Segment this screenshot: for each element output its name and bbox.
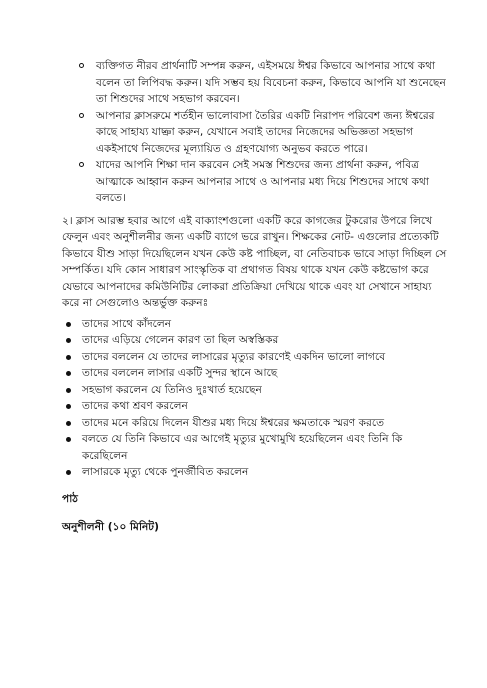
prayer-item-1 [76,58,447,108]
bullet-icon [66,388,71,393]
phrase-text: তাদের কথা শ্রবণ করলেন [82,400,188,412]
phrase-item [62,316,447,333]
bullet-icon [66,355,71,360]
prayer-list [76,58,447,207]
phrase-item [62,398,447,415]
phrase-item [62,349,447,366]
phrase-text: তাদের বললেন লাসার একটি সুন্দর স্থানে আছে [82,367,278,379]
subsection-heading: অনুশীলনী (১০ মিনিট) [62,521,159,533]
bullet-icon [66,470,71,475]
phrase-item [62,464,447,481]
phrase-text: তাদের বললেন যে তাদের লাসারের মৃত্যুর কারণেই একদিন ভালো লাগবে [82,350,386,363]
phrase-text: লাসারকে মৃত্যু থেকে পুনর্জীবিত করলেন [82,466,249,478]
phrase-item [62,431,447,464]
phrase-text: তাদের সাথে কাঁদলেন [82,317,172,330]
phrase-item [62,332,447,349]
circle-bullet-icon [79,63,84,68]
prayer-item-text: যাদের আপনি শিক্ষা দান করবেন সেই সমস্ত শিশুদের জন্য প্রার্থনা করুন, পবিত্র আত্মাকে আহ্বান করুন আপনার সাথে ও আপনার মধ্য দিয়ে শিশুদের সাথে কথা বলতে। [96,159,429,204]
section-heading: পাঠ [62,492,78,505]
phrase-item [62,415,447,432]
prayer-item-2 [76,108,447,158]
prayer-item-text: আপনার ক্লাসরুমে শর্তহীন ভালোবাসা তৈরির একটি নিরাপদ পরিবেশ জন্য ঈশ্বরের কাছে সাহায্য যাচ্ঞা করুন, যেখানে সবাই তাদের নিজেদের অভিজ্ঞতা সহভাগ একইসাথে নিজেদের মূল্যায়িত ও গ্রহণযোগ্য অনুভব করতে পারে। [96,109,435,155]
phrase-text: বলতে যে তিনি কিভাবে এর আগেই মৃত্যুর মুখোমুখি হয়েছিলেন এবং তিনি কি করেছিলেন [82,433,403,462]
bullet-icon [66,437,71,442]
prayer-item-3 [76,157,447,207]
phrase-item [62,382,447,399]
phrase-text: তাদের মনে করিয়ে দিলেন যীশুর মধ্য দিয়ে ঈশ্বরের ক্ষমতাকে স্মরণ করতে [82,416,385,429]
phrase-text: সহভাগ করলেন যে তিনিও দুঃখার্ত হয়েছেন [82,383,262,396]
bullet-icon [66,371,71,376]
bullet-icon [66,421,71,426]
bullet-icon [66,322,71,327]
circle-bullet-icon [79,113,84,118]
circle-bullet-icon [79,162,84,167]
phrase-text: তাদের এড়িয়ে গেলেন কারণ তা ছিল অস্বস্তিকর [82,334,279,346]
phrase-item [62,365,447,382]
instruction-paragraph: ২। ক্লাস আরম্ভ হবার আগে এই বাক্যাংশগুলো একটি করে কাগজের টুকরোর উপরে লিখে ফেলুন এবং অনুশীলনীর জন্য একটি ব্যাগে ভরে রাখুন। শিক্ষকের নোট- এগুলোর প্রত্যেকটি কিভাবে যীশু সাড়া দিয়েছিলেন যখন কেউ কষ্ট পাচ্ছিল, বা নেতিবাচক ভাবে সাড়া দিচ্ছিল সে সম্পর্কিত। যদি কোন সাধারণ সাংস্কৃতিক বা প্রথাগত বিষয় থাকে যখন কেউ কষ্টভোগ করে যেভাবে আপনাদের কমিউনিটির লোকরা প্রতিক্রিয়া দেখিয়ে থাকে এবং যা সেখানে সাহায্য করে না সেগুলোও অন্তর্ভুক্ত করুনঃ [62,214,447,309]
phrase-list [62,316,447,481]
prayer-item-text: ব্যক্তিগত নীরব প্রার্থনাটি সম্পন্ন করুন, এইসময়ে ঈশ্বর কিভাবে আপনার সাথে কথা বলেন তা লিপিবদ্ধ করুন। যদি সম্ভব হয় বিবেচনা করুন, কিভাবে আপনি যা শুনেছেন তা শিশুদের সাথে সহভাগ করবেন। [96,60,446,105]
bullet-icon [66,338,71,343]
bullet-icon [66,404,71,409]
